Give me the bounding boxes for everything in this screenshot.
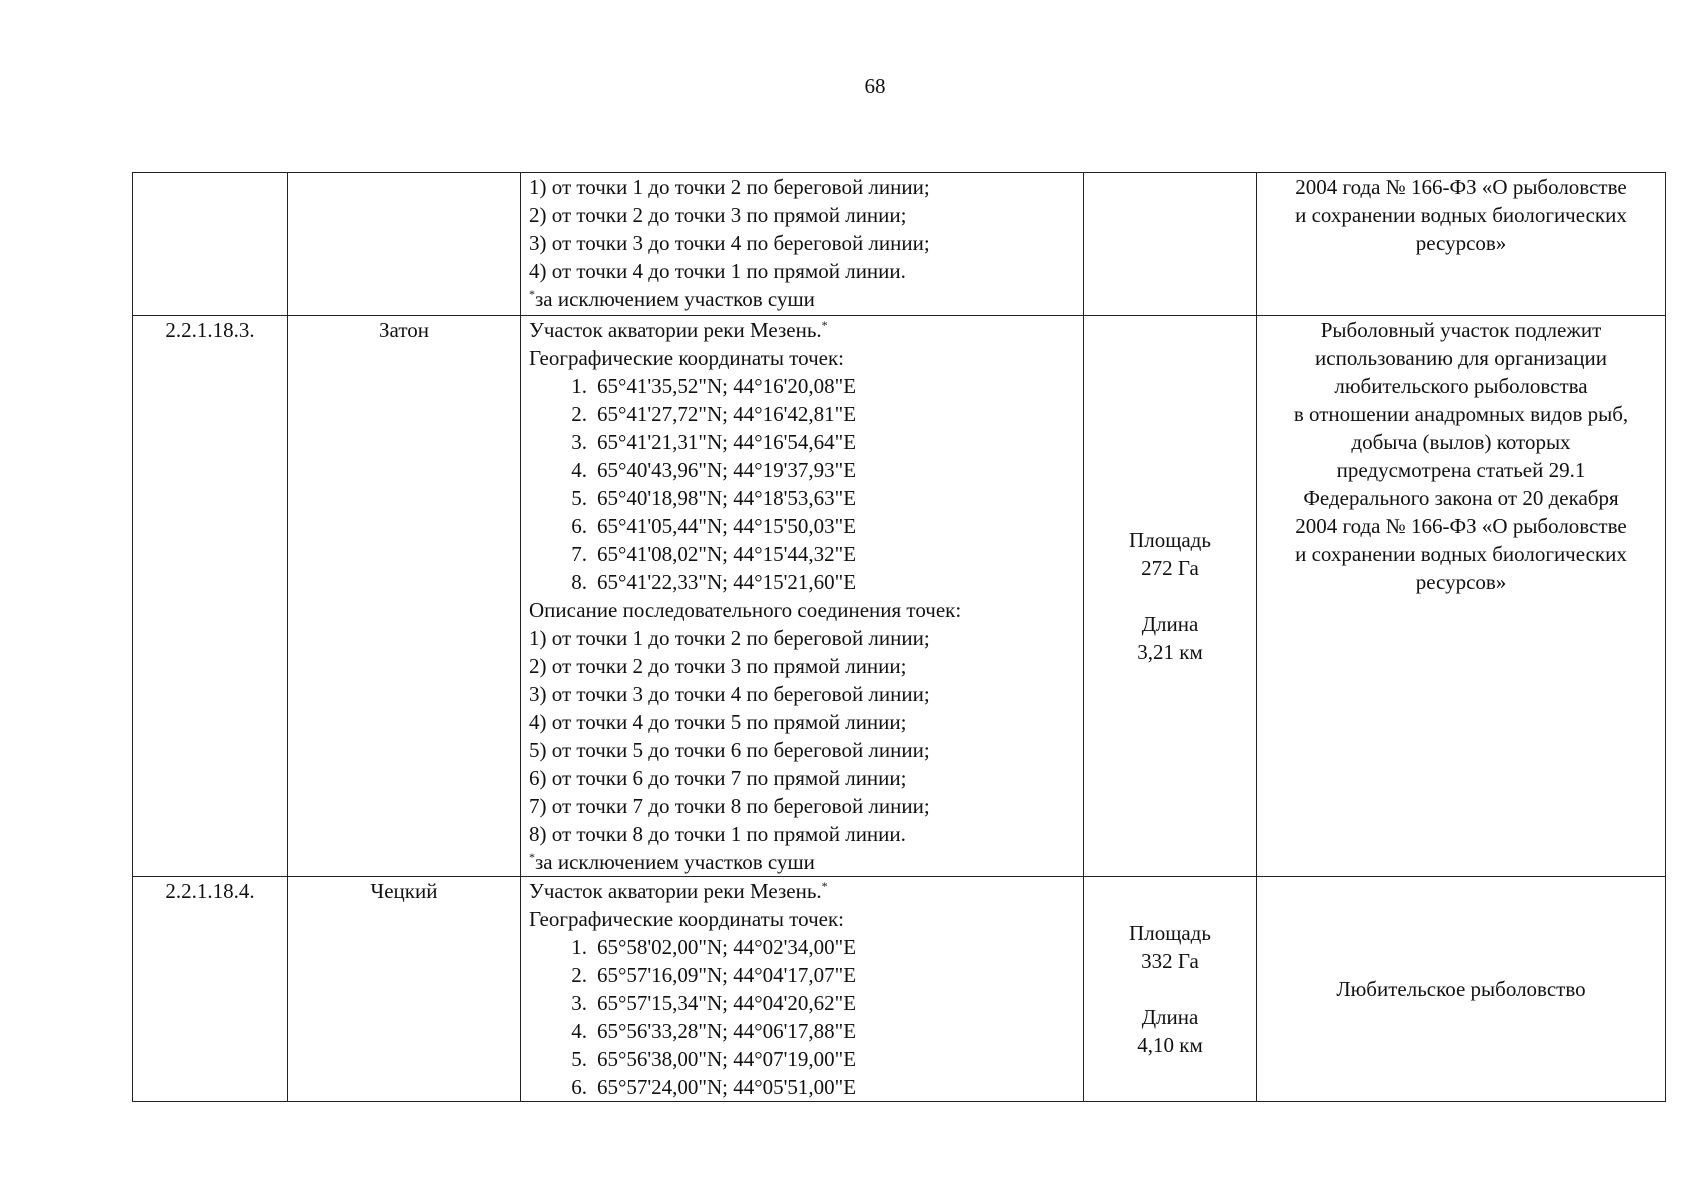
coordinate-value: 65°41'27,72"N; 44°16'42,81"E	[597, 402, 857, 426]
connection-line: 5) от точки 5 до точки 6 по береговой линии;	[529, 738, 930, 762]
coordinate-number: 3.	[571, 430, 587, 454]
coordinate-item	[529, 540, 1079, 568]
area-intro: Участок акватории реки Мезень.*	[529, 318, 828, 342]
coordinate-value: 65°57'24,00"N; 44°05'51,00"E	[597, 1075, 857, 1099]
connection-line: 7) от точки 7 до точки 8 по береговой линии;	[529, 794, 930, 818]
table-row	[133, 877, 1666, 1102]
coordinate-item	[529, 372, 1079, 400]
coordinate-number: 6.	[571, 1075, 587, 1099]
note-line: ресурсов»	[1415, 231, 1507, 255]
area-intro-text: Участок акватории реки Мезень.	[529, 879, 822, 903]
area-label: Площадь	[1129, 921, 1211, 945]
area-intro: Участок акватории реки Мезень.*	[529, 879, 828, 903]
coordinate-item	[529, 484, 1079, 512]
cell-number: 2.2.1.18.3.	[133, 316, 288, 877]
coordinate-number: 5.	[571, 486, 587, 510]
footnote-text: за исключением участков суши	[535, 850, 815, 874]
coordinate-number: 3.	[571, 991, 587, 1015]
coordinate-item	[529, 1017, 1079, 1045]
cell-name: Затон	[288, 316, 521, 877]
coordinate-value: 65°41'21,31"N; 44°16'54,64"E	[597, 430, 857, 454]
connection-line: 2) от точки 2 до точки 3 по прямой линии;	[529, 203, 907, 227]
coordinate-value: 65°58'02,00"N; 44°02'34,00"E	[597, 935, 857, 959]
footnote: *за исключением участков суши	[529, 287, 815, 311]
length-value: 3,21 км	[1137, 640, 1203, 664]
coordinate-number: 2.	[571, 963, 587, 987]
note-line: предусмотрена статьей 29.1	[1336, 458, 1586, 482]
coordinate-number: 2.	[571, 402, 587, 426]
coordinate-item	[529, 456, 1079, 484]
area-label: Площадь	[1129, 528, 1211, 552]
spacer	[1088, 975, 1252, 1003]
coordinate-value: 65°56'38,00"N; 44°07'19,00"E	[597, 1047, 857, 1071]
fishing-areas-table	[132, 172, 1666, 1102]
cell-description	[521, 877, 1084, 1102]
cell-number	[133, 173, 288, 316]
connection-line: 3) от точки 3 до точки 4 по береговой линии;	[529, 231, 930, 255]
coordinate-number: 1.	[571, 935, 587, 959]
cell-name: Чецкий	[288, 877, 521, 1102]
coordinate-number: 7.	[571, 542, 587, 566]
coordinate-value: 65°56'33,28"N; 44°06'17,88"E	[597, 1019, 857, 1043]
coordinate-item	[529, 961, 1079, 989]
note-line: в отношении анадромных видов рыб,	[1293, 402, 1629, 426]
connection-line: 2) от точки 2 до точки 3 по прямой линии;	[529, 654, 907, 678]
cell-description	[521, 173, 1084, 316]
connection-line: 1) от точки 1 до точки 2 по береговой линии;	[529, 626, 930, 650]
spacer	[1088, 582, 1252, 610]
coordinate-value: 65°41'35,52"N; 44°16'20,08"E	[597, 374, 857, 398]
note-line: и сохранении водных биологических	[1295, 203, 1627, 227]
coordinate-number: 1.	[571, 374, 587, 398]
cell-area	[1084, 173, 1257, 316]
area-value: 332 Га	[1141, 949, 1199, 973]
coordinate-value: 65°57'16,09"N; 44°04'17,07"E	[597, 963, 857, 987]
cell-name	[288, 173, 521, 316]
note-line: ресурсов»	[1415, 570, 1507, 594]
coordinate-number: 5.	[571, 1047, 587, 1071]
coordinate-number: 8.	[571, 570, 587, 594]
note-line: Федерального закона от 20 декабря	[1303, 486, 1619, 510]
page-number: 68	[864, 74, 886, 98]
coordinate-item	[529, 989, 1079, 1017]
connection-line: 8) от точки 8 до точки 1 по прямой линии.	[529, 822, 906, 846]
note-line: 2004 года № 166-ФЗ «О рыболовстве	[1295, 514, 1627, 538]
note-line: Рыболовный участок подлежит	[1320, 318, 1602, 342]
table-row	[133, 173, 1666, 316]
coordinate-number: 4.	[571, 1019, 587, 1043]
connection-line: 6) от точки 6 до точки 7 по прямой линии;	[529, 766, 907, 790]
coordinate-item	[529, 933, 1079, 961]
length-label: Длина	[1141, 612, 1199, 636]
length-value: 4,10 км	[1137, 1033, 1203, 1057]
cell-note: Любительское рыболовство	[1257, 877, 1666, 1102]
coordinate-value: 65°41'22,33"N; 44°15'21,60"E	[597, 570, 857, 594]
connection-title: Описание последовательного соединения точек:	[529, 598, 962, 622]
cell-note	[1257, 316, 1666, 877]
table-row	[133, 316, 1666, 877]
coordinate-value: 65°40'43,96"N; 44°19'37,93"E	[597, 458, 857, 482]
note-line: и сохранении водных биологических	[1295, 542, 1627, 566]
cell-number: 2.2.1.18.4.	[133, 877, 288, 1102]
cell-description	[521, 316, 1084, 877]
coordinate-item	[529, 512, 1079, 540]
coordinate-number: 4.	[571, 458, 587, 482]
footnote-text: за исключением участков суши	[535, 287, 815, 311]
length-label: Длина	[1141, 1005, 1199, 1029]
area-value: 272 Га	[1141, 556, 1199, 580]
coordinate-value: 65°41'08,02"N; 44°15'44,32"E	[597, 542, 857, 566]
note-line: использованию для организации	[1315, 346, 1607, 370]
coordinate-number: 6.	[571, 514, 587, 538]
cell-area	[1084, 316, 1257, 877]
connection-line: 4) от точки 4 до точки 5 по прямой линии;	[529, 710, 907, 734]
area-intro-text: Участок акватории реки Мезень.	[529, 318, 822, 342]
connection-line: 3) от точки 3 до точки 4 по береговой линии;	[529, 682, 930, 706]
coordinate-value: 65°41'05,44"N; 44°15'50,03"E	[597, 514, 857, 538]
cell-area	[1084, 877, 1257, 1102]
footnote: *за исключением участков суши	[529, 850, 815, 874]
coordinate-value: 65°40'18,98"N; 44°18'53,63"E	[597, 486, 857, 510]
coordinate-item	[529, 400, 1079, 428]
note-line: 2004 года № 166-ФЗ «О рыболовстве	[1295, 175, 1627, 199]
coordinate-item	[529, 1045, 1079, 1073]
connection-line: 4) от точки 4 до точки 1 по прямой линии.	[529, 259, 906, 283]
note-line: любительского рыболовства	[1334, 374, 1588, 398]
note-line: добыча (вылов) которых	[1351, 430, 1571, 454]
coordinate-item	[529, 568, 1079, 596]
connection-line: 1) от точки 1 до точки 2 по береговой линии;	[529, 175, 930, 199]
coords-title: Географические координаты точек:	[529, 346, 844, 370]
cell-note	[1257, 173, 1666, 316]
coordinate-item	[529, 428, 1079, 456]
coordinate-item	[529, 1073, 1079, 1101]
coords-title: Географические координаты точек:	[529, 907, 844, 931]
coordinate-value: 65°57'15,34"N; 44°04'20,62"E	[597, 991, 857, 1015]
